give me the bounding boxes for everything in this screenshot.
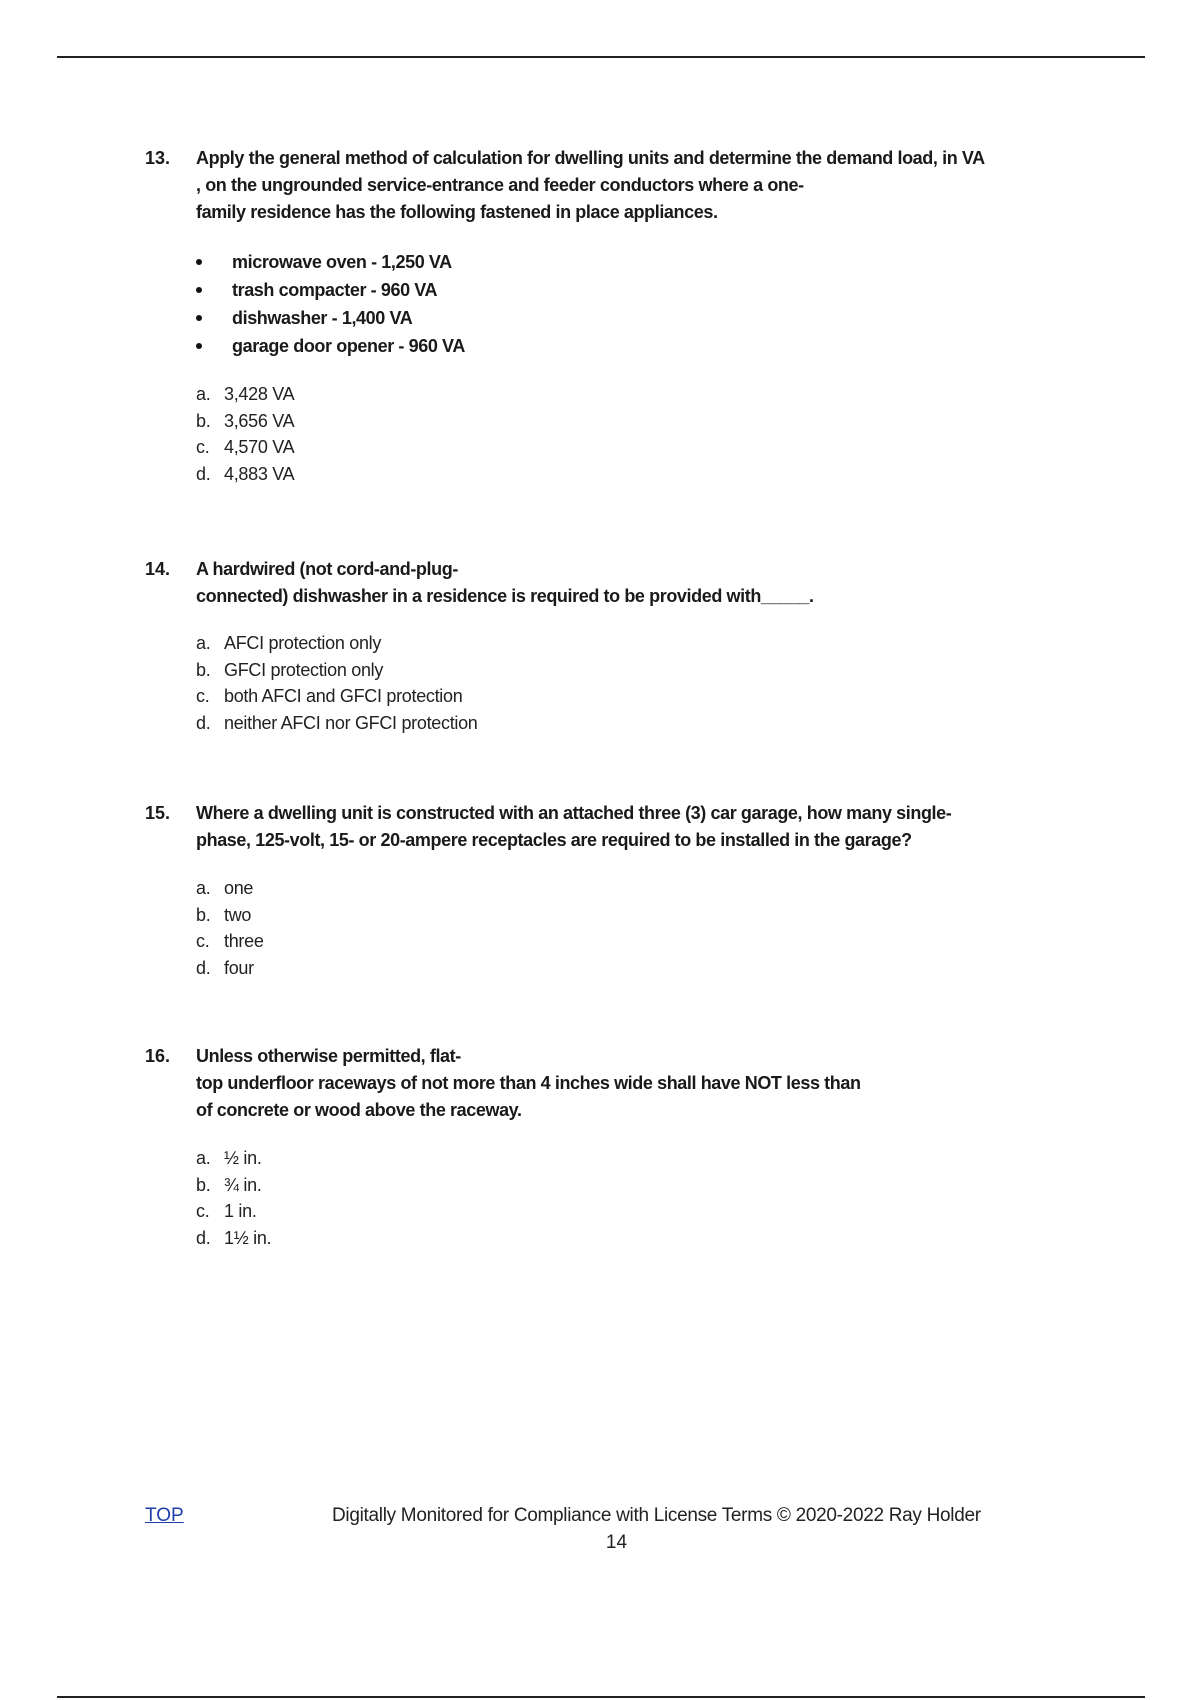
- answer-option: [196, 381, 1095, 408]
- answer-option: [196, 630, 1095, 657]
- option-text: AFCI protection only: [224, 633, 382, 653]
- option-text: 3,428 VA: [224, 384, 295, 404]
- option-text: three: [224, 931, 264, 952]
- option-letter: c.: [196, 686, 210, 707]
- answer-option: [196, 902, 1095, 929]
- answer-option: [196, 434, 1095, 461]
- answer-option: [196, 1172, 1095, 1199]
- top-link[interactable]: TOP: [145, 1505, 184, 1526]
- option-text: four: [224, 958, 254, 979]
- option-letter: c.: [196, 1201, 210, 1222]
- bullet-icon: [196, 259, 202, 265]
- copyright-notice: Digitally Monitored for Compliance with License Terms © 2020-2022 Ray Holder: [332, 1505, 981, 1526]
- question-line: A hardwired (not cord-and-plug-: [196, 559, 458, 579]
- option-text: neither AFCI nor GFCI protection: [224, 713, 478, 734]
- option-letter: a.: [196, 878, 211, 898]
- question-line: family residence has the following fastened in place appliances.: [196, 202, 718, 222]
- list-item: [196, 332, 1095, 360]
- option-text: ½ in.: [224, 1148, 262, 1168]
- question-number: 15.: [145, 803, 171, 823]
- option-text: two: [224, 904, 252, 925]
- question-line: Apply the general method of calculation for dwelling units and determine the demand load, in VA: [196, 148, 985, 168]
- question-line: , on the ungrounded service-entrance and feeder conductors where a one-: [196, 175, 804, 195]
- option-text: 3,656 VA: [224, 410, 295, 431]
- answer-options: [196, 875, 1095, 982]
- question-number: 16.: [145, 1046, 171, 1066]
- option-letter: c.: [196, 437, 210, 458]
- question-text: [196, 800, 1095, 854]
- question-13: [145, 145, 1095, 488]
- answer-options: [196, 381, 1095, 488]
- option-text: 1 in.: [224, 1201, 257, 1222]
- option-letter: b.: [196, 904, 211, 925]
- bullet-icon: [196, 315, 202, 321]
- answer-option: [196, 955, 1095, 982]
- bullet-icon: [196, 287, 202, 293]
- bottom-rule: [57, 1696, 1145, 1698]
- option-letter: a.: [196, 633, 211, 653]
- option-letter: b.: [196, 659, 211, 680]
- question-text: [196, 1043, 1095, 1124]
- answer-option: [196, 875, 1095, 902]
- answer-option: [196, 1145, 1095, 1172]
- list-item-text: trash compacter - 960 VA: [232, 280, 438, 300]
- top-rule: [57, 56, 1145, 58]
- option-text: 1½ in.: [224, 1228, 272, 1249]
- answer-option: [196, 461, 1095, 488]
- question-16: [145, 1043, 1095, 1252]
- answer-option: [196, 657, 1095, 684]
- question-line: Unless otherwise permitted, flat-: [196, 1046, 461, 1066]
- option-text: one: [224, 878, 254, 898]
- answer-option: [196, 683, 1095, 710]
- answer-option: [196, 1225, 1095, 1252]
- option-text: GFCI protection only: [224, 659, 384, 680]
- answer-option: [196, 710, 1095, 737]
- option-letter: d.: [196, 713, 211, 734]
- bullet-icon: [196, 343, 202, 349]
- option-letter: d.: [196, 464, 211, 485]
- answer-options: [196, 1145, 1095, 1252]
- question-line: connected) dishwasher in a residence is required to be provided with_____.: [196, 586, 814, 606]
- option-text: both AFCI and GFCI protection: [224, 686, 463, 707]
- question-line: Where a dwelling unit is constructed with an attached three (3) car garage, how many single-: [196, 803, 952, 823]
- question-text: [196, 145, 1095, 226]
- page-number: 14: [605, 1532, 628, 1553]
- option-letter: d.: [196, 1228, 211, 1249]
- list-item-text: microwave oven - 1,250 VA: [232, 252, 452, 272]
- list-item-text: garage door opener - 960 VA: [232, 336, 465, 356]
- answer-option: [196, 1198, 1095, 1225]
- list-item-text: dishwasher - 1,400 VA: [232, 308, 413, 328]
- question-14: [145, 556, 1095, 737]
- option-letter: a.: [196, 384, 211, 404]
- question-line: of concrete or wood above the raceway.: [196, 1100, 522, 1120]
- question-text: [196, 556, 1095, 610]
- option-text: 4,883 VA: [224, 464, 295, 485]
- list-item: [196, 276, 1095, 304]
- answer-option: [196, 408, 1095, 435]
- question-line: top underfloor raceways of not more than 4 inches wide shall have NOT less than: [196, 1073, 861, 1093]
- question-15: [145, 800, 1095, 982]
- option-text: 4,570 VA: [224, 437, 295, 458]
- option-letter: a.: [196, 1148, 211, 1168]
- list-item: [196, 248, 1095, 276]
- question-number: 14.: [145, 559, 171, 579]
- list-item: [196, 304, 1095, 332]
- answer-option: [196, 928, 1095, 955]
- appliance-list: [196, 248, 1095, 360]
- option-letter: c.: [196, 931, 210, 952]
- option-letter: b.: [196, 1174, 211, 1195]
- answer-options: [196, 630, 1095, 737]
- option-letter: d.: [196, 958, 211, 979]
- question-number: 13.: [145, 148, 171, 168]
- question-line: phase, 125-volt, 15- or 20-ampere receptacles are required to be installed in the garage?: [196, 830, 912, 850]
- option-letter: b.: [196, 410, 211, 431]
- option-text: ¾ in.: [224, 1174, 262, 1195]
